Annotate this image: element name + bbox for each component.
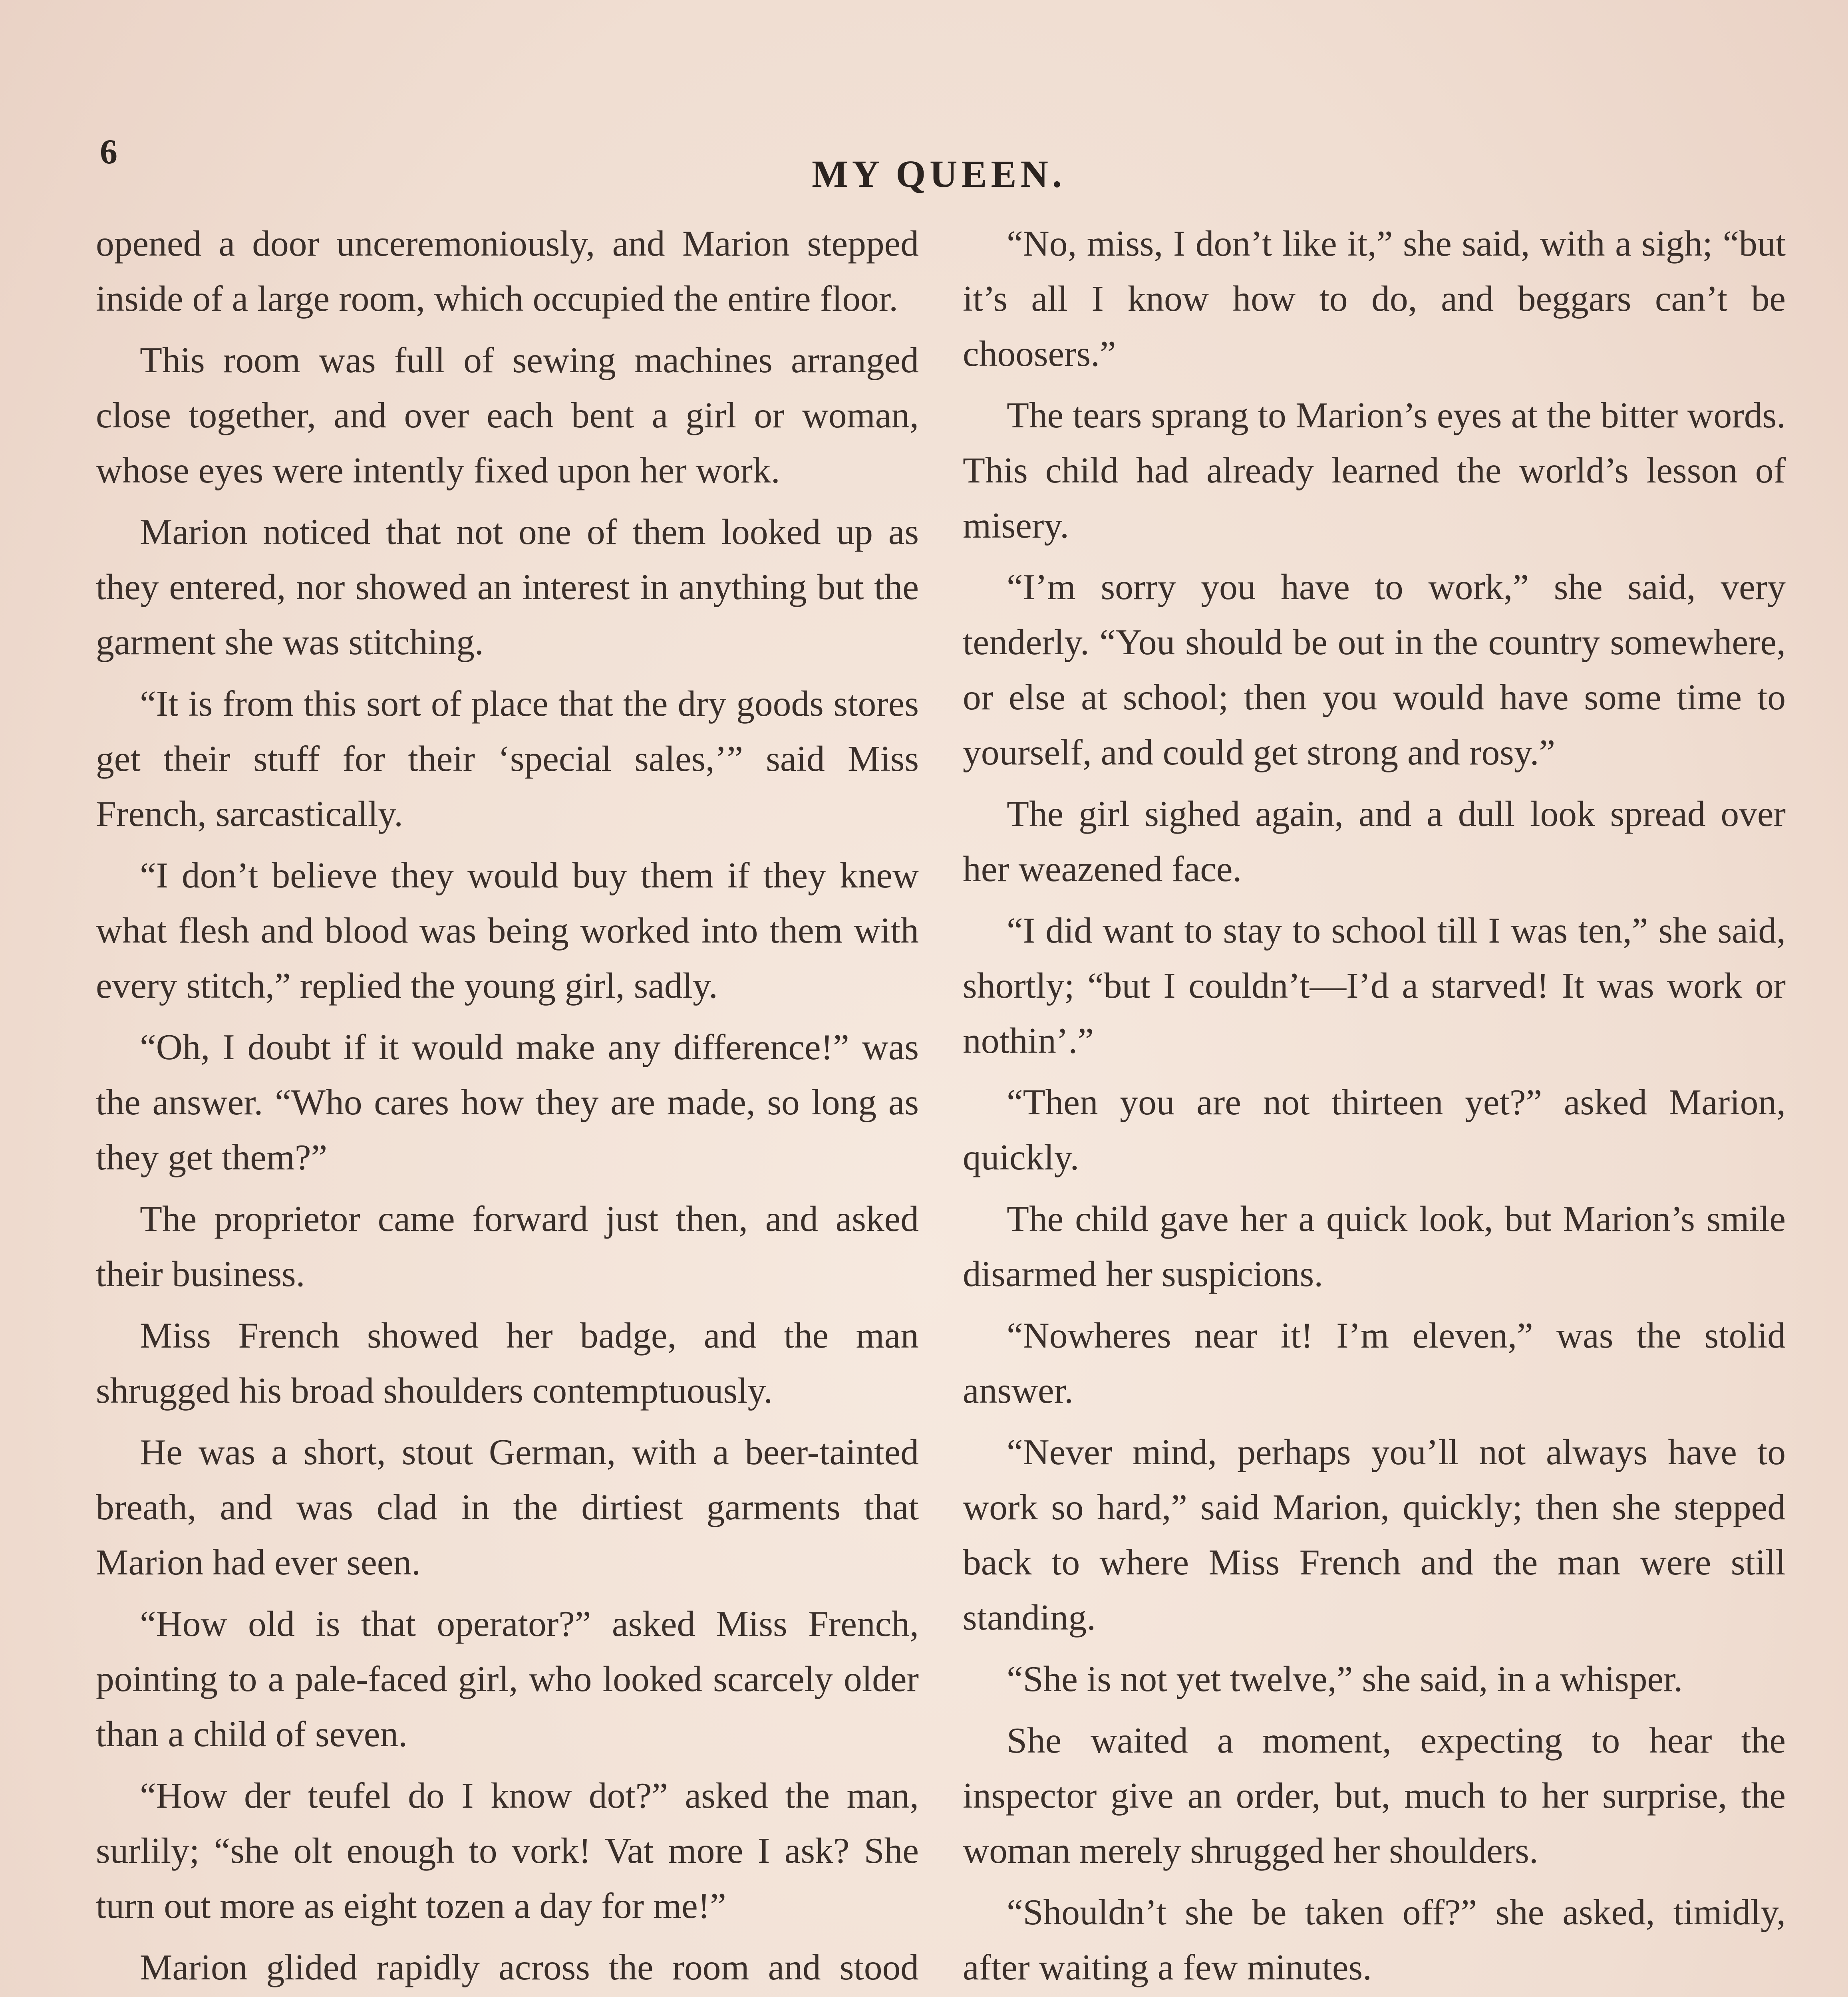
paragraph: He was a short, stout German, with a beer-tainted breath, and was clad in the dirtiest garments that Marion had ever seen. xyxy=(96,1431,919,1582)
paragraph: “I’m sorry you have to work,” she said, very tenderly. “You should be out in the country somewhere, or else at school; then you would have some time to yourself, and could get strong and rosy.” xyxy=(963,566,1786,772)
paragraph: The child gave her a quick look, but Marion’s smile disarmed her suspicions. xyxy=(963,1198,1786,1294)
right-column xyxy=(963,216,1786,1997)
running-head: MY QUEEN. xyxy=(812,153,1066,195)
paragraph: “Then you are not thirteen yet?” asked Marion, quickly. xyxy=(963,1082,1786,1177)
paragraph: “How old is that operator?” asked Miss French, pointing to a pale-faced girl, who looked scarcely older than a child of seven. xyxy=(96,1603,919,1754)
paragraph: “How der teufel do I know dot?” asked the man, surlily; “she olt enough to vork! Vat more I ask? She turn out more as eight tozen a day for me!” xyxy=(96,1775,919,1926)
left-column xyxy=(96,216,919,1997)
paragraph: “She is not yet twelve,” she said, in a whisper. xyxy=(1007,1658,1683,1699)
paragraph: “Shouldn’t she be taken off?” she asked, timidly, after waiting a few minutes. xyxy=(963,1892,1786,1987)
paragraph: She waited a moment, expecting to hear the inspector give an order, but, much to her surprise, the woman merely shrugged her shoulders. xyxy=(963,1720,1786,1871)
paragraph: Marion glided rapidly across the room and stood xyxy=(140,1947,919,1987)
paragraph: The girl sighed again, and a dull look spread over her weazened face. xyxy=(963,793,1786,889)
page-number: 6 xyxy=(100,133,117,171)
paragraph: This room was full of sewing machines arranged close together, and over each bent a girl or woman, whose eyes were intently fixed upon her work. xyxy=(96,339,919,490)
paragraph: Marion noticed that not one of them looked up as they entered, nor showed an interest in anything but the garment she was stitching. xyxy=(96,511,919,662)
paragraph: “I don’t believe they would buy them if they knew what flesh and blood was being worked into them with every stitch,” replied the young girl, sadly. xyxy=(96,855,919,1006)
paragraph: “No, miss, I don’t like it,” she said, with a sigh; “but it’s all I know how to do, and beggars can’t be choosers.” xyxy=(963,223,1786,374)
paragraph: The proprietor came forward just then, and asked their business. xyxy=(96,1198,919,1294)
paragraph: The tears sprang to Marion’s eyes at the bitter words. This child had already learned the world’s lesson of misery. xyxy=(963,395,1786,546)
paragraph: “I did want to stay to school till I was ten,” she said, shortly; “but I couldn’t—I’d a starved! It was work or nothin’.” xyxy=(963,910,1786,1061)
paragraph: Miss French showed her badge, and the man shrugged his broad shoulders contemptuously. xyxy=(96,1315,919,1411)
paragraph: “Oh, I doubt if it would make any difference!” was the answer. “Who cares how they are made, so long as they get them?” xyxy=(96,1026,919,1177)
paragraph: “Nowheres near it! I’m eleven,” was the stolid answer. xyxy=(963,1315,1786,1411)
paragraph: “Never mind, perhaps you’ll not always have to work so hard,” said Marion, quickly; then she stepped back to where Miss French and the man were still standing. xyxy=(963,1431,1786,1638)
paragraph: opened a door unceremoniously, and Marion stepped inside of a large room, which occupied the entire floor. xyxy=(96,223,919,319)
paragraph: “It is from this sort of place that the dry goods stores get their stuff for their ‘special sales,’” said Miss French, sarcastically. xyxy=(96,683,919,834)
